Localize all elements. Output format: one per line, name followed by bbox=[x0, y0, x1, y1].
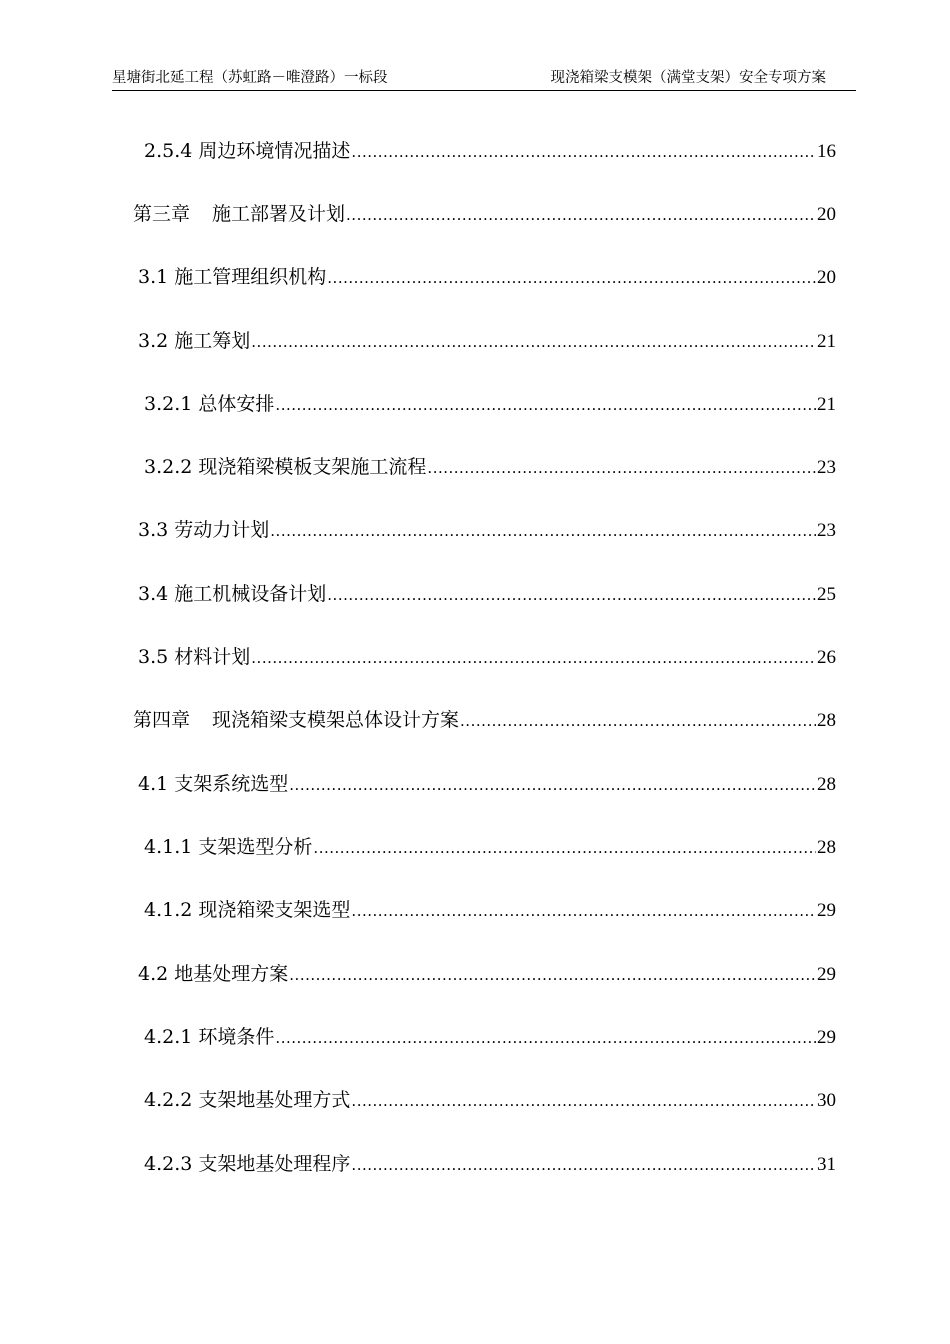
toc-page-number: 25 bbox=[817, 584, 836, 605]
toc-page-number: 21 bbox=[817, 331, 836, 352]
toc-page-number: 23 bbox=[817, 457, 836, 478]
toc-number: 3.5 bbox=[138, 646, 169, 668]
toc-leader-dots bbox=[270, 516, 816, 546]
toc-number: 3.2.2 bbox=[144, 456, 193, 478]
toc-number: 2.5.4 bbox=[144, 140, 193, 162]
toc-number: 3.3 bbox=[138, 519, 169, 541]
toc-number: 3.2.1 bbox=[144, 393, 193, 415]
toc-entry-3-1[interactable] bbox=[138, 262, 836, 292]
toc-leader-dots bbox=[351, 137, 816, 167]
toc-entry-2-5-4[interactable] bbox=[144, 136, 836, 166]
toc-title: 支架地基处理方式 bbox=[198, 1089, 351, 1111]
toc-leader-dots bbox=[251, 643, 816, 673]
toc-entry-chapter-3[interactable] bbox=[133, 199, 836, 229]
toc-title: 劳动力计划 bbox=[174, 519, 270, 541]
toc-number: 4.2 bbox=[138, 963, 169, 985]
toc-entry-4-2-3[interactable] bbox=[144, 1149, 836, 1179]
toc-leader-dots bbox=[346, 200, 816, 230]
toc-leader-dots bbox=[427, 453, 816, 483]
toc-number: 4.1.2 bbox=[144, 899, 193, 921]
toc-entry-4-2-2[interactable] bbox=[144, 1085, 836, 1115]
toc-title: 环境条件 bbox=[198, 1026, 275, 1048]
page-header bbox=[112, 66, 856, 91]
toc-page-number: 26 bbox=[817, 647, 836, 668]
toc-entry-3-4[interactable] bbox=[138, 579, 836, 609]
toc-title: 施工筹划 bbox=[174, 330, 251, 352]
toc-entry-3-2-2[interactable] bbox=[144, 452, 836, 482]
toc-leader-dots bbox=[275, 1023, 816, 1053]
toc-page-number: 28 bbox=[817, 774, 836, 795]
toc-leader-dots bbox=[251, 327, 816, 357]
toc-leader-dots bbox=[351, 1150, 816, 1180]
toc-title: 施工部署及计划 bbox=[212, 203, 346, 225]
toc-leader-dots bbox=[289, 960, 816, 990]
toc-page-number: 29 bbox=[817, 900, 836, 921]
toc-page-number: 23 bbox=[817, 520, 836, 541]
toc-title: 现浇箱梁模板支架施工流程 bbox=[198, 456, 427, 478]
toc-page-number: 16 bbox=[817, 141, 836, 162]
toc-title: 周边环境情况描述 bbox=[198, 140, 351, 162]
toc-leader-dots bbox=[327, 580, 816, 610]
toc-leader-dots bbox=[460, 706, 816, 736]
toc-entry-3-2[interactable] bbox=[138, 326, 836, 356]
toc-leader-dots bbox=[289, 770, 816, 800]
toc-entry-3-5[interactable] bbox=[138, 642, 836, 672]
toc-page-number: 31 bbox=[817, 1154, 836, 1175]
toc-number: 第四章 bbox=[133, 709, 191, 731]
toc-number: 3.1 bbox=[138, 266, 169, 288]
toc-leader-dots bbox=[351, 1086, 816, 1116]
toc-page-number: 30 bbox=[817, 1090, 836, 1111]
toc-number: 4.1 bbox=[138, 773, 169, 795]
toc-entry-3-2-1[interactable] bbox=[144, 389, 836, 419]
toc-number: 4.2.1 bbox=[144, 1026, 193, 1048]
header-project-name: 星塘街北延工程（苏虹路－唯澄路）一标段 bbox=[112, 70, 388, 86]
toc-title: 支架系统选型 bbox=[174, 773, 289, 795]
toc-number: 3.2 bbox=[138, 330, 169, 352]
toc-page-number: 20 bbox=[817, 204, 836, 225]
toc-title: 现浇箱梁支架选型 bbox=[198, 899, 351, 921]
toc-number: 3.4 bbox=[138, 583, 169, 605]
toc-title: 总体安排 bbox=[198, 393, 275, 415]
toc-number: 第三章 bbox=[133, 203, 191, 225]
toc-entry-4-2-1[interactable] bbox=[144, 1022, 836, 1052]
toc-number: 4.2.2 bbox=[144, 1089, 193, 1111]
toc-page-number: 28 bbox=[817, 710, 836, 731]
toc-page-number: 28 bbox=[817, 837, 836, 858]
toc-title: 支架选型分析 bbox=[198, 836, 313, 858]
toc-title: 施工机械设备计划 bbox=[174, 583, 327, 605]
toc-leader-dots bbox=[351, 896, 816, 926]
toc-number: 4.1.1 bbox=[144, 836, 193, 858]
header-document-title: 现浇箱梁支模架（满堂支架）安全专项方案 bbox=[550, 70, 826, 86]
toc-entry-4-2[interactable] bbox=[138, 959, 836, 989]
toc-page-number: 29 bbox=[817, 1027, 836, 1048]
toc-entry-4-1[interactable] bbox=[138, 769, 836, 799]
toc-entry-3-3[interactable] bbox=[138, 515, 836, 545]
toc-title: 材料计划 bbox=[174, 646, 251, 668]
toc-title: 施工管理组织机构 bbox=[174, 266, 327, 288]
toc-page-number: 29 bbox=[817, 964, 836, 985]
toc-entry-4-1-1[interactable] bbox=[144, 832, 836, 862]
toc-entry-chapter-4[interactable] bbox=[133, 705, 836, 735]
toc-number: 4.2.3 bbox=[144, 1153, 193, 1175]
toc-page-number: 20 bbox=[817, 267, 836, 288]
toc-title: 支架地基处理程序 bbox=[198, 1153, 351, 1175]
toc-leader-dots bbox=[313, 833, 816, 863]
toc-leader-dots bbox=[327, 263, 816, 293]
toc-entry-4-1-2[interactable] bbox=[144, 895, 836, 925]
toc-page-number: 21 bbox=[817, 394, 836, 415]
toc-leader-dots bbox=[275, 390, 816, 420]
toc-title: 现浇箱梁支模架总体设计方案 bbox=[212, 709, 460, 731]
toc-title: 地基处理方案 bbox=[174, 963, 289, 985]
